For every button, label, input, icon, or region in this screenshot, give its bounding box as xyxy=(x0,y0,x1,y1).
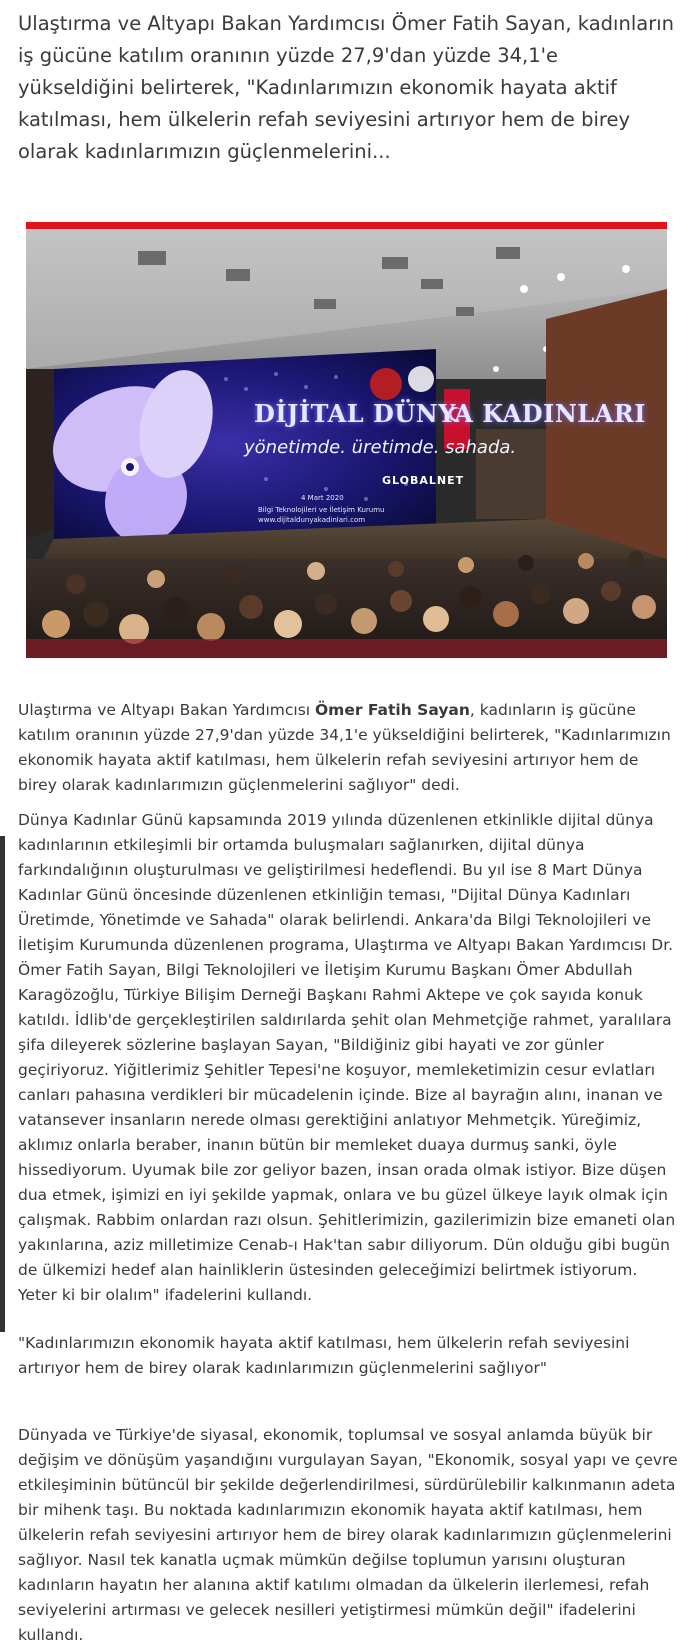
slide-subtitle: yönetimde. üretimde. sahada. xyxy=(244,437,517,458)
conference-photo xyxy=(26,229,667,658)
article-quote: "Kadınlarımızın ekonomik hayata aktif katılması, hem ülkelerin refah seviyesini artırıyor hem de birey olarak kadınlarımızın güçlenmelerini sağlıyor" xyxy=(18,1334,630,1377)
p1-text-start: Ulaştırma ve Altyapı Bakan Yardımcısı xyxy=(18,701,315,719)
article-paragraph: Dünya Kadınlar Günü kapsamında 2019 yılında düzenlenen etkinlikle dijital dünya kadınlarının etkileşimli bir ortamda buluşmaları sağlanırken, dijital dünya farkındalığının oluşturulması ve geliştirilmesi hedeflendi. Bu yıl ise 8 Mart Dünya Kadınlar Günü öncesinde düzenlenen etkinliğin teması, "Dijital Dünya Kadınları Üretimde, Yönetimde ve Sahada" olarak belirlendi. Ankara'da Bilgi Teknolojileri ve İletişim Kurumunda düzenlenen programa, Ulaştırma ve Altyapı Bakan Yardımcısı Dr. Ömer Fatih Sayan, Bilgi Teknolojileri ve İletişim Kurumu Başkanı Ömer Abdullah Karagözoğlu, Türkiye Bilişim Derneği Başkanı Rahmi Aktepe ve çok sayıda konuk katıldı. İdlib'de gerçekleştirilen saldırılarda şehit olan Mehmetçiğe rahmet, yaralılara şifa dileyerek sözlerine başlayan Sayan, "Bildiğiniz gibi hayati ve zor günler geçiriyoruz. Yiğitlerimiz Şehitler Tepesi'ne koşuyor, memleketimizin cesur evlatları canları pahasına verdikleri bir mücadelenin içinde. Bize al bayrağın alını, inanan ve vatansever insanların nerede olması gerektiğini anlatıyor Mehmetçik. Yüreğimiz, aklımız onlarla beraber, inanın bütün bir memleket duaya durmuş sanki, öyle hissediyorum. Uyumak bile zor geliyor bazen, insan orada olmak istiyor. Bize düşen dua etmek, işimizi en iyi şekilde yapmak, onlara ve bu güzel ülkeye layık olmak için çalışmak. Rabbim onlardan razı olsun. Şehitlerimizin, gazilerimizin bize emaneti olan yakınlarına, aziz milletimize Cenab-ı Hak'tan sabır diliyorum. Dün olduğu gibi bugün de ülkemizi hedef alan hainliklerin üstesinden geleceğimizi belirtmek istiyorum. Yeter ki bir olalım" ifadelerini kullandı. xyxy=(18,811,676,1304)
article-paragraph: Dünyada ve Türkiye'de siyasal, ekonomik, toplumsal ve sosyal anlamda büyük bir değişim ve dönüşüm yaşandığını vurgulayan Sayan, "Ekonomik, sosyal yapı ve çevre etkileşiminin bütüncül bir şekilde değerlendirilmesi, sürdürülebilir kalkınmanın adeta bir mihenk taşı. Bu noktada kadınlarımızın ekonomik hayata aktif katılması, hem ülkelerin refah seviyesini artırıyor hem de birey olarak kadınlarımızın güçlenmelerini sağlıyor. Nasıl tek kanatla uçmak mümkün değilse toplumun yarısını oluşturan kadınların hayatın her alanına aktif katılımı olmadan da ülkelerin ilerlemesi, refah seviyelerini artırması ve gelecek nesilleri yetiştirmesi mümkün değil" ifadelerini kullandı. xyxy=(18,1426,678,1644)
person-name: Ömer Fatih Sayan xyxy=(315,701,470,719)
article-lead: Ulaştırma ve Altyapı Bakan Yardımcısı Ömer Fatih Sayan, kadınların iş gücüne katılım oranının yüzde 27,9'dan yüzde 34,1'e yükseldiğini belirterek, "Kadınlarımızın ekonomik hayata aktif katılması, hem ülkelerin refah seviyesini artırıyor hem de birey olarak kadınlarımızın güçlenmelerini... xyxy=(18,12,674,163)
slide-date: 4 Mart 2020 xyxy=(301,494,344,502)
photo-accent-bar xyxy=(26,222,667,229)
p1-text-end: , kadınların iş gücüne katılım oranının yüzde 27,9'dan yüzde 34,1'e yükseldiğini belirterek, "Kadınlarımızın ekonomik hayata aktif katılması, hem ülkelerin refah seviyesini artırıyor hem de birey olarak kadınlarımızın güçlenmelerini sağlıyor" dedi. xyxy=(18,701,671,794)
slide-brand: GLOBALNET xyxy=(382,474,465,487)
slide-title: DİJİTAL DÜNYA KADINLARI xyxy=(254,399,646,428)
article-paragraph xyxy=(18,698,678,798)
slide-org: Bilgi Teknolojileri ve İletişim Kurumu xyxy=(258,506,385,514)
left-rule-divider xyxy=(0,836,5,1332)
article-photo[interactable] xyxy=(26,222,667,658)
slide-url: www.dijitaldunyakadinlari.com xyxy=(258,516,366,524)
